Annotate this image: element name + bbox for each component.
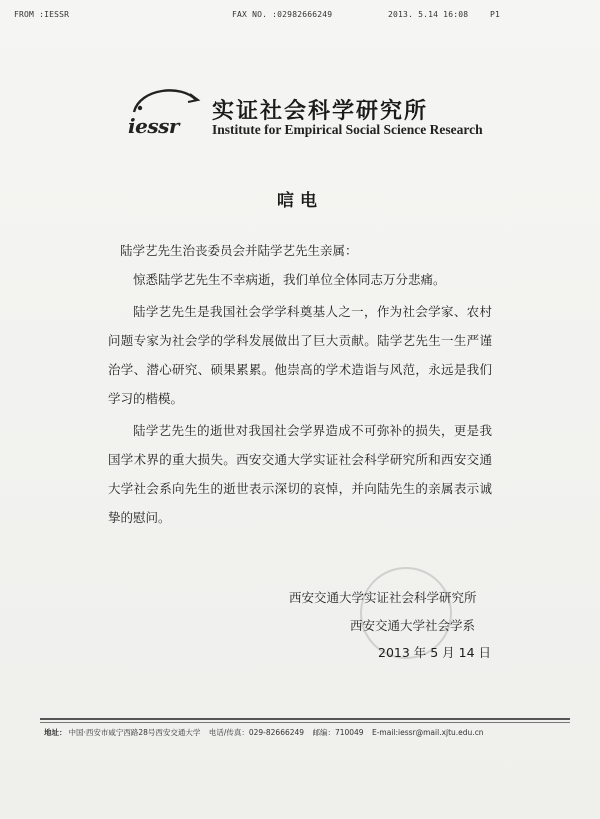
letter-body [108, 236, 492, 532]
signature-date: 2013 年 5 月 14 日 [378, 645, 492, 660]
paragraph-condolence: 惊悉陆学艺先生不幸病逝，我们单位全体同志万分悲痛。 [133, 272, 446, 287]
postcode: 邮编：710049 [312, 728, 364, 737]
email: E-mail:iessr@mail.xjtu.edu.cn [371, 728, 484, 737]
fax-from: FROM :IESSR [14, 10, 70, 19]
fax-header [14, 10, 586, 24]
org-name-cn: 实证社会科学研究所 [212, 99, 429, 124]
org-name-en: Institute for Empirical Social Science Research [212, 122, 483, 137]
letterhead [120, 82, 540, 144]
iessr-logo [120, 82, 212, 142]
footer-divider-thin [40, 722, 570, 723]
signature-institute: 西安交通大学实证社会科学研究所 [289, 590, 477, 605]
document-title: 唁电 [277, 191, 323, 211]
phone-fax: 电话/传真：029-82666249 [208, 728, 305, 737]
footer-contact [44, 727, 584, 738]
footer-divider [40, 718, 570, 720]
fax-datetime: 2013. 5.14 16:08 [388, 10, 469, 19]
paragraph-tribute: 陆学艺先生是我国社会学学科奠基人之一，作为社会学家、农村问题专家为社会学的学科发展做出了巨大贡献。陆学艺先生一生严谨治学、潜心研究、硕果累累。他崇高的学术造诣与风范，永远是我们学习的楷模。 [108, 304, 492, 406]
address: 中国·西安市咸宁西路28号西安交通大学 [68, 728, 201, 737]
logo-text: iessr [128, 114, 179, 138]
fax-number: FAX NO. :02982666249 [232, 10, 333, 19]
salutation: 陆学艺先生治丧委员会并陆学艺先生亲属： [120, 243, 358, 258]
address-label: 地址： [44, 728, 67, 737]
fax-page-number: P1 [490, 10, 501, 19]
signature-department: 西安交通大学社会学系 [350, 618, 476, 633]
paragraph-loss: 陆学艺先生的逝世对我国社会学界造成不可弥补的损失，更是我国学术界的重大损失。西安交通大学实证社会科学研究所和西安交通大学社会系向先生的逝世表示深切的哀悼，并向陆先生的亲属表示诚挚的慰问。 [108, 423, 492, 525]
